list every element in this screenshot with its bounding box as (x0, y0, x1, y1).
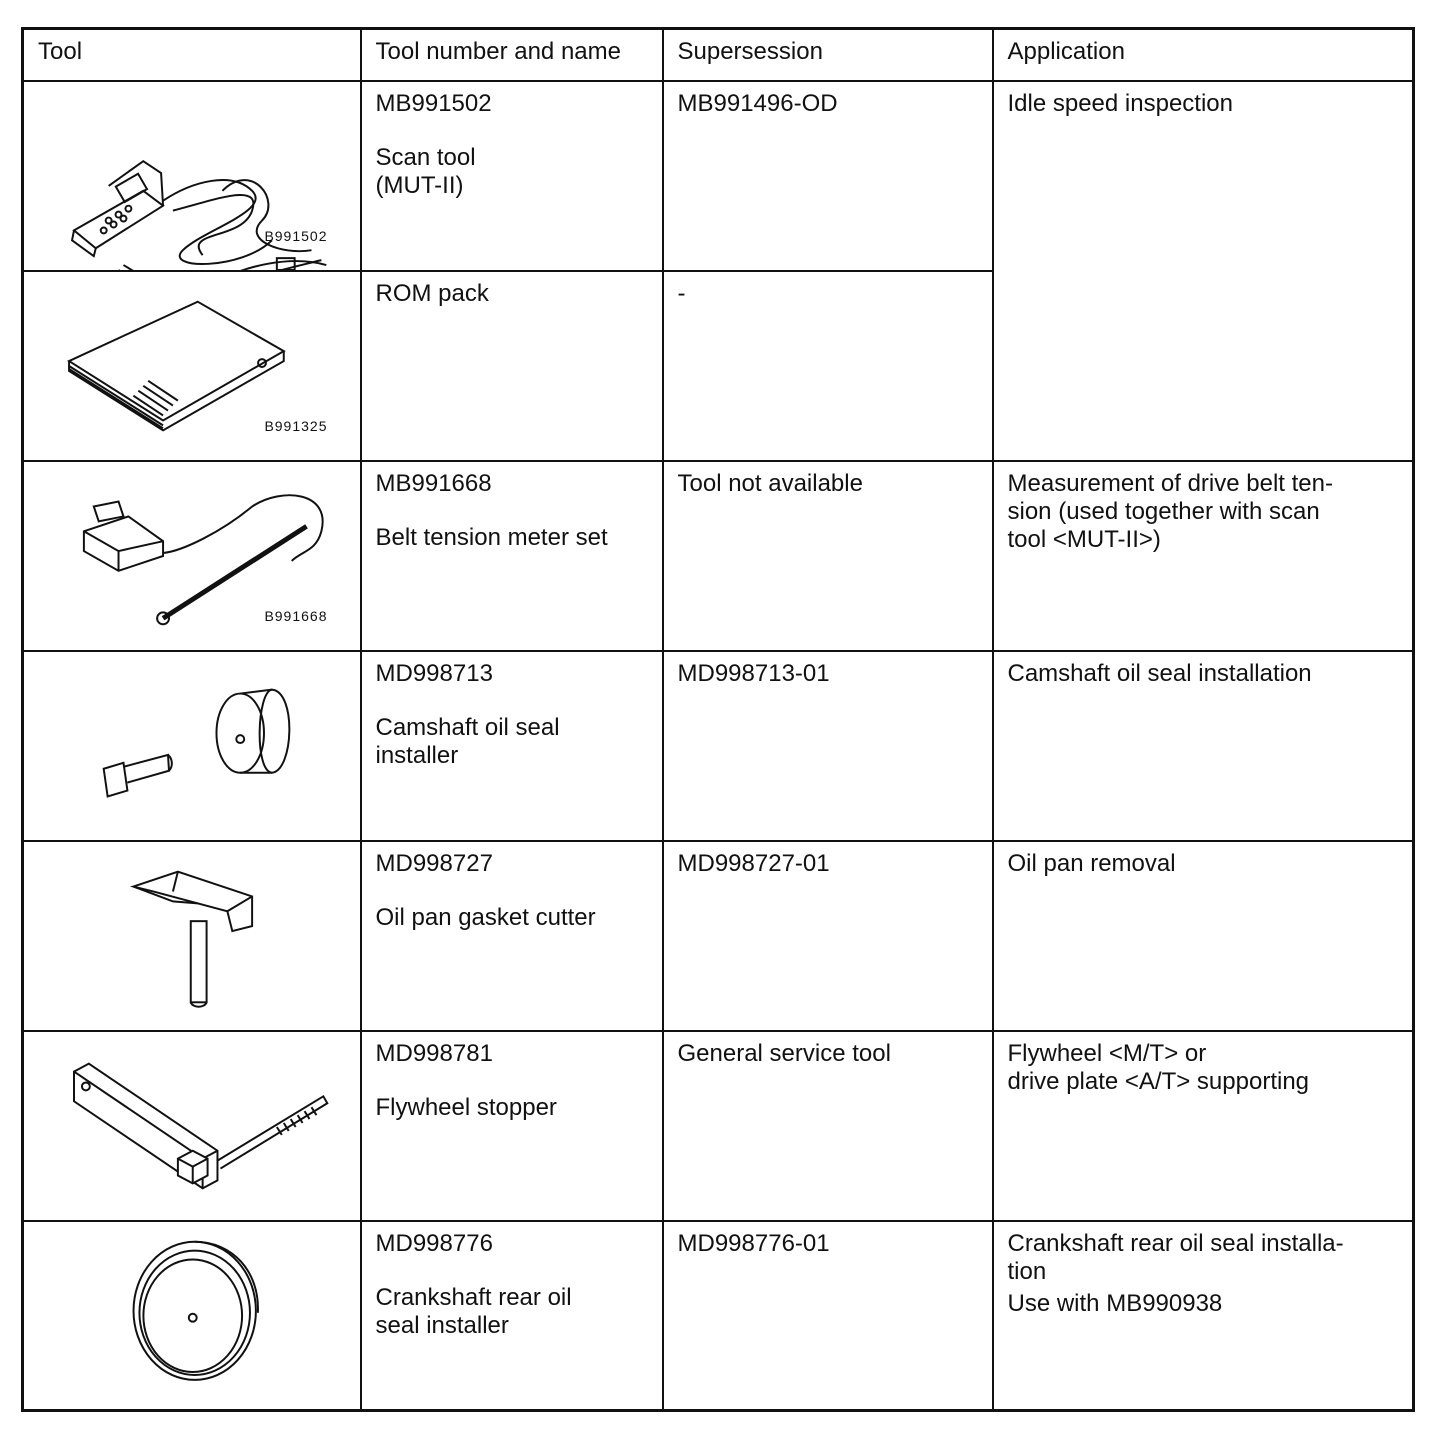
tool-illustration-cell (23, 81, 361, 271)
tool-number-name-cell (361, 841, 663, 1031)
table-row (23, 461, 1414, 651)
supersession-cell: MD998713-01 (663, 651, 993, 841)
tool-illustration-cell (23, 841, 361, 1031)
tool-name: Oil pan gasket cutter (375, 903, 596, 931)
table-row (23, 651, 1414, 841)
crankshaft-seal-installer-icon (24, 1222, 360, 1410)
table-header-row (23, 29, 1414, 81)
table-row (23, 841, 1414, 1031)
header-tool: Tool (23, 29, 361, 81)
tool-illustration-cell (23, 461, 361, 651)
tool-number-name-cell (361, 81, 663, 271)
supersession-cell: General service tool (663, 1031, 993, 1221)
tool-name: Crankshaft rear oil seal installer (375, 1283, 572, 1339)
tool-number-name-cell (361, 1031, 663, 1221)
tool-illustration-cell (23, 271, 361, 461)
table-row (23, 1031, 1414, 1221)
application-cell (993, 461, 1414, 651)
application-cell: Oil pan removal (993, 841, 1414, 1031)
tool-illustration-cell (23, 1221, 361, 1411)
application-cell: Idle speed inspection (993, 81, 1414, 461)
flywheel-stopper-icon (24, 1032, 360, 1220)
tool-number: MB991502 (375, 89, 492, 117)
supersession-cell: MD998776-01 (663, 1221, 993, 1411)
application-cell (993, 1221, 1414, 1411)
tool-number-name-cell (361, 271, 663, 461)
header-tool-number-and-name: Tool number and name (361, 29, 663, 81)
application-text: Crankshaft rear oil seal installa- tion (1007, 1229, 1344, 1285)
camshaft-seal-installer-icon (24, 652, 360, 840)
application-text: Flywheel <M/T> or drive plate <A/T> supporting (1007, 1039, 1310, 1095)
tool-illustration-cell (23, 651, 361, 841)
header-supersession: Supersession (663, 29, 993, 81)
tool-name: Belt tension meter set (375, 523, 608, 551)
tool-number: MD998727 (375, 849, 493, 877)
figure-code: B991668 (264, 607, 328, 624)
table-row (23, 81, 1414, 271)
application-cell (993, 1031, 1414, 1221)
tool-number: MD998776 (375, 1229, 493, 1257)
tool-number-name-cell (361, 461, 663, 651)
special-tools-table (21, 27, 1415, 1412)
tool-number: MD998713 (375, 659, 493, 687)
tool-name: Flywheel stopper (375, 1093, 557, 1121)
tool-illustration-cell (23, 1031, 361, 1221)
application-note: Use with MB990938 (1007, 1289, 1223, 1317)
tool-number: MD998781 (375, 1039, 493, 1067)
table-row (23, 1221, 1414, 1411)
supersession-cell: - (663, 271, 993, 461)
supersession-cell: MB991496-OD (663, 81, 993, 271)
tool-number-name-cell (361, 1221, 663, 1411)
tool-name: Scan tool (MUT-II) (375, 143, 476, 199)
tool-name: ROM pack (375, 279, 489, 307)
supersession-cell: Tool not available (663, 461, 993, 651)
supersession-cell: MD998727-01 (663, 841, 993, 1031)
header-application: Application (993, 29, 1414, 81)
tool-number: MB991668 (375, 469, 492, 497)
application-cell: Camshaft oil seal installation (993, 651, 1414, 841)
figure-code: B991325 (264, 417, 328, 434)
tool-number-name-cell (361, 651, 663, 841)
gasket-cutter-icon (24, 842, 360, 1030)
application-text: Measurement of drive belt ten- sion (used together with scan tool <MUT-II>) (1007, 469, 1333, 553)
tool-name: Camshaft oil seal installer (375, 713, 560, 769)
figure-code: B991502 (264, 227, 328, 244)
